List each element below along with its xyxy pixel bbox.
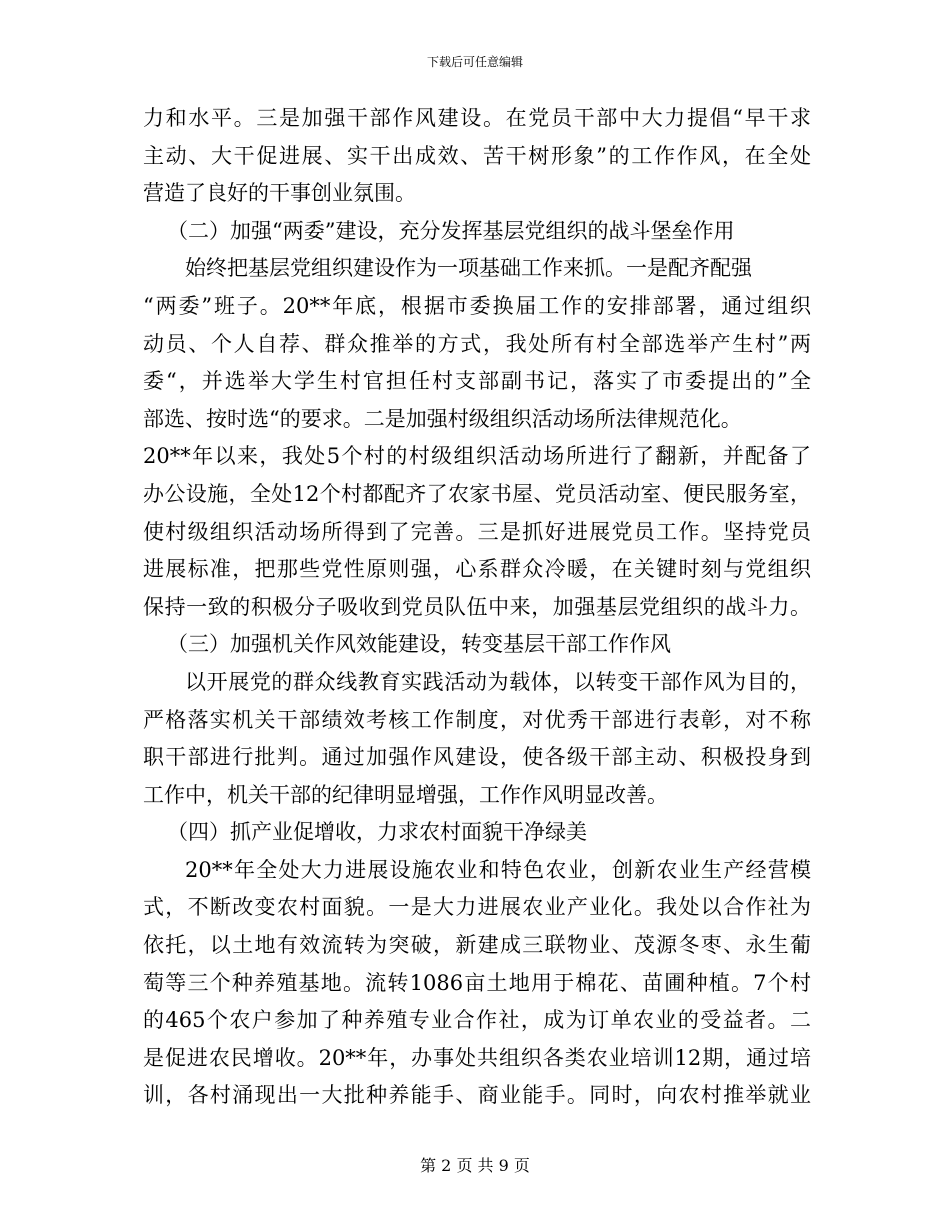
page-footer: 第 2 页 共 9 页 [420,1156,530,1175]
text-line: 20**年以来，我处5个村的村级组织活动场所进行了翻新，并配备了 [143,444,811,469]
text-line: 萄等三个种养殖基地。流转1086亩土地用于棉花、苗圃种植。7个村 [143,970,811,995]
text-line: 进展标准，把那些党性原则强，心系群众冷暖，在关键时刻与党组织 [143,557,811,582]
text-line: 依托，以土地有效流转为突破，新建成三联物业、茂源冬枣、永生葡 [143,933,811,958]
text-line: 使村级组织活动场所得到了完善。三是抓好进展党员工作。坚持党员 [143,519,811,544]
text-line: “两委”班子。20**年底，根据市委换届工作的安排部署，通过组织 [143,293,811,318]
text-line: 职干部进行批判。通过加强作风建设，使各级干部主动、积极投身到 [143,745,811,770]
text-line: 主动、大干促进展、实干出成效、苦干树形象”的工作作风，在全处 [143,143,811,168]
document-body [143,100,811,1115]
text-line: 动员、个人自荐、群众推举的方式，我处所有村全部选举产生村”两 [143,331,811,356]
text-line: （三）加强机关作风效能建设，转变基层干部工作作风 [167,632,671,657]
text-line: 力和水平。三是加强干部作风建设。在党员干部中大力提倡“早干求 [143,106,811,130]
text-line: （四）抓产业促增收，力求农村面貌干净绿美 [167,820,587,845]
text-line: （二）加强“两委”建设，充分发挥基层党组织的战斗堡垒作用 [167,218,735,243]
text-line: 营造了良好的干事创业氛围。 [143,181,416,206]
text-line: 以开展党的群众线教育实践活动为载体，以转变干部作风为目的， [185,669,811,694]
text-line: 严格落实机关干部绩效考核工作制度，对优秀干部进行表彰，对不称 [143,707,811,732]
text-line: 始终把基层党组织建设作为一项基础工作来抓。一是配齐配强 [185,256,752,281]
text-line: 20**年全处大力进展设施农业和特色农业，创新农业生产经营模 [185,857,811,882]
text-line: 的465个农户参加了种养殖专业合作社，成为订单农业的受益者。二 [143,1008,811,1033]
text-line: 是促进农民增收。20**年，办事处共组织各类农业培训12期，通过培 [143,1045,811,1070]
text-line: 训，各村涌现出一大批种养能手、商业能手。同时，向农村推举就业 [143,1083,811,1108]
text-line: 部选、按时选“的要求。二是加强村级组织活动场所法律规范化。 [143,406,742,431]
text-line: 工作中，机关干部的纪律明显增强，工作作风明显改善。 [143,782,668,807]
text-line: 式，不断改变农村面貌。一是大力进展农业产业化。我处以合作社为 [143,895,811,920]
page-header: 下载后可任意编辑 [426,55,523,69]
text-line: 委“，并选举大学生村官担任村支部副书记，落实了市委提出的”全 [143,369,811,394]
text-line: 保持一致的积极分子吸收到党员队伍中来，加强基层党组织的战斗力。 [143,594,811,619]
text-line: 办公设施，全处12个村都配齐了农家书屋、党员活动室、便民服务室， [143,481,811,506]
